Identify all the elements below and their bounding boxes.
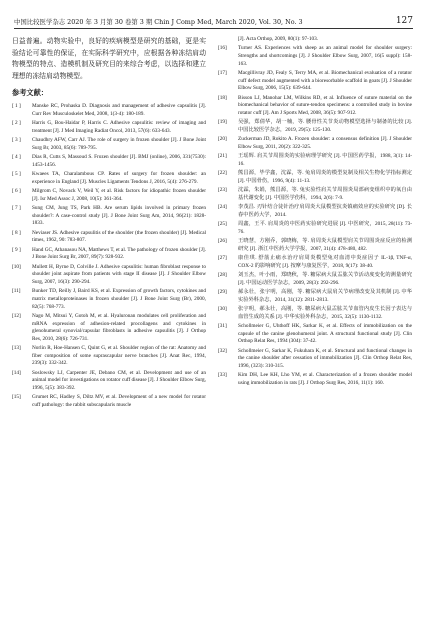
reference-number: [31]	[218, 322, 227, 329]
page-number: 127	[395, 16, 413, 26]
reference-number: [ 6 ]	[12, 188, 21, 195]
reference-item	[12, 188, 206, 203]
reference-item	[12, 394, 206, 409]
reference-number: [33]	[218, 372, 227, 379]
reference-item	[218, 119, 412, 134]
reference-item	[218, 45, 412, 68]
reference-number: [ 2 ]	[12, 120, 21, 127]
right-column	[218, 36, 412, 389]
reference-text: Schollmeier G, Sarkar K, Fukuhara K, et al. Structural and functional changes in the canine shoulder after cessation of immobilization [J]. Clin Orthop Relat Res, 1996, (323): 310-315.	[238, 347, 412, 369]
reference-number: [10]	[12, 263, 21, 270]
reference-item	[12, 345, 206, 368]
reference-item	[218, 238, 412, 253]
reference-number: [20]	[218, 136, 227, 143]
reference-text: Manske RC, Prohaska D. Diagnosis and management of adhesive capsulitis [J]. Curr Rev Musculoskelet Med, 2008, 1(3-4): 180-189.	[32, 103, 206, 117]
reference-text: Bisson LJ, Manohar LM, Wilkins RD, et al. Influence of suture material on the biomechanical behavior of suture-tendon specimens: a controlled study in bovine rotator cuff [J]. Am J Sports Med, 2008, 36(5): 907-912.	[238, 94, 412, 116]
reference-item	[12, 247, 206, 262]
reference-text: Nago M, Mitsui Y, Gotoh M, et al. Hyaluronan modulates cell proliferation and mRNA expression of adhesion-related procollagens and cytokines in glenohumeral synovial/capsular fibroblasts in adhesive capsulitis [J]. J Orthop Res, 2010, 28(6): 726-731.	[32, 312, 206, 342]
reference-item	[218, 221, 412, 236]
reference-number: [21]	[218, 153, 227, 160]
reference-text: 康佳琪. 舒筋止痛水治疗肩周炎模型兔对血清中炎症因子 IL-1β, TNF-α, COX-2 的影响研究 [J]. 按摩与康复医学，2018, 9(17): 38-40.	[238, 255, 412, 269]
reference-item	[12, 370, 206, 393]
reference-text: 郝永壮，张宇明，高刚，等. 糖尿病大鼠肩关节病理改变及其机制 [J]. 中华实验外科杂志，2014, 31(12): 2811-2813.	[238, 288, 412, 303]
reference-text: Bunker TD, Reilly J, Baird KS, et al. Expression of growth factors, cytokines and matrix metalloproteinases in frozen shoulder [J]. J Bone Joint Surg (Br), 2000, 82(5): 768-773.	[32, 288, 206, 310]
reference-item	[12, 288, 206, 311]
reference-number: [ 1 ]	[12, 103, 21, 110]
reference-number: [28]	[218, 271, 227, 278]
reference-text: Macgillivray JD, Fealy S, Terry MA, et al. Biomechanical evaluation of a rotator cuff defect model augmented with a bioresorbable scaffold in goats [J]. J Shoulder Elbow Surg, 2006, 15(5): 639-644.	[238, 69, 412, 92]
reference-text: 吴强，郑倩华，胡一楠，等. 腰骨性关节炎动物模型选择与制备的比较 [J]. 中国比较医学杂志，2019, 29(5): 125-130.	[238, 119, 412, 133]
reference-item	[12, 264, 206, 287]
reference-item	[218, 272, 412, 287]
reference-item	[12, 313, 206, 343]
reference-number: [25]	[218, 221, 227, 228]
reference-item	[218, 306, 412, 321]
running-header	[14, 12, 413, 26]
reference-number: [17]	[218, 69, 227, 76]
reference-text: 王晓慧，方刚乔，郭晓梅，等. 肩周炎大鼠模型肩关节周围炎症反应的检测研究 [J]. 浙江中医药大学学报，2007, 31(4): 478-480, 482.	[238, 238, 412, 252]
reference-item	[218, 187, 412, 202]
reference-number: [ 7 ]	[12, 205, 21, 212]
reference-text: Norlin R, Hoe-Hansen C, Quint G, et al. Shoulder region of the rat: Anatomy and fiber composition of some suprascapular nerve branches [J]. Anat Rec, 1994, 239(3): 332-342.	[32, 345, 206, 367]
reference-item	[218, 95, 412, 118]
references-list-left	[12, 103, 206, 409]
reference-item	[218, 289, 412, 304]
reference-number: [24]	[218, 204, 227, 211]
intro-paragraph: 日益普遍。动物实验中，良好的疾病模型是研究的基础，更是实验结论可靠性的保证，在实际科学研究中，应根据各种冻结肩动物模型的特点、造模机制及研究目的来综合考虑，以选择和建立理想的冻结肩动物模型。	[12, 37, 206, 80]
reference-text: Turner AS. Experiences with sheep as an animal model for shoulder surgery: Strengths and shortcomings [J]. J Shoulder Elbow Surg, 2007, 16(5 suppl): 158-163.	[238, 45, 412, 67]
reference-item	[12, 120, 206, 135]
reference-text: Milgrom C, Novack V, Weil Y, et al. Risk factors for idiopathic frozen shoulder [J]. Isr Med Assoc J, 2008, 10(5): 361-364.	[32, 188, 206, 202]
header-rule	[14, 28, 413, 29]
reference-number: [13]	[12, 345, 21, 352]
reference-item	[12, 154, 206, 169]
reference-text: Mullett H, Byrne D, Colville J. Adhesive capsulitis: human fibroblast response to shoulder joint aspirate from patients with stage II disease [J]. J Shoulder Elbow Surg, 2007, 16(3): 290-294.	[32, 263, 206, 286]
reference-text: Schollmeier G, Uhthoff HK, Sarkar K, et al. Effects of immobilization on the capsule of the canine glenohumeral joint. A structural functional study [J]. Clin Orthop Relat Res, 1994 (304): 37-42.	[238, 322, 412, 345]
reference-number: [19]	[218, 119, 227, 126]
reference-number: [32]	[218, 347, 227, 354]
reference-item	[218, 36, 412, 44]
left-column	[12, 36, 206, 411]
reference-number: [22]	[218, 170, 227, 177]
references-list-right	[218, 36, 412, 387]
reference-item	[218, 255, 412, 270]
reference-text: Soslowsky LJ, Carpenter JE, Debano CM, et al. Development and use of an animal model for investigations on rotator cuff disease [J]. J Shoulder Elbow Surg, 1996, 5(5): 383-392.	[32, 369, 206, 391]
reference-number: [16]	[218, 45, 227, 52]
reference-number: [15]	[12, 394, 21, 401]
reference-number: [ 9 ]	[12, 246, 21, 253]
reference-item	[218, 70, 412, 93]
reference-item	[12, 205, 206, 228]
reference-text: 沈霖，朱娟，熊昌源，等. 兔实验性肩关节周围炎局部病变组织中的氧自由基代谢变化 [J]. 中国医学伤科，1994, 2(6): 7-9.	[238, 187, 412, 201]
reference-number: [18]	[218, 94, 227, 101]
reference-item	[12, 103, 206, 118]
reference-text: 刘玉杰，叶小雨，郑晓秋，等. 糖尿病大鼠盂肱关节活动度变化的测量研究 [J]. 中国运动医学杂志，2009, 28(3): 292-296.	[238, 271, 412, 286]
reference-number: [ 4 ]	[12, 154, 21, 161]
reference-text: Sung CM, Jung TS, Park HB. Are serum lipids involved in primary frozen shoulder?: A case-control study [J]. J Bone Joint Surg Am, 2014, 96(21): 1828-1833.	[32, 205, 206, 227]
reference-item	[218, 348, 412, 371]
reference-number: [30]	[218, 305, 227, 312]
reference-number: [23]	[218, 187, 227, 194]
reference-text: Dias R, Cutts S, Massoud S. Frozen shoulder [J]. BMJ (online), 2006, 331(7530): 1453-1456.	[32, 154, 206, 168]
reference-number: [14]	[12, 369, 21, 376]
reference-text: Grumet RC, Hadley S, Diltz MV, et al. Development of a new model for rotator cuff pathology: the rabbit subscapularis muscle	[32, 394, 206, 408]
reference-number: [ 3 ]	[12, 137, 21, 144]
reference-item	[12, 230, 206, 245]
reference-text: Kwaees TA, Charalambous CP. Rates of surgery for frozen shoulder: an experience in England [J]. Muscles Ligaments Tendons J, 2016, 5(4): 276-279.	[32, 171, 206, 185]
reference-item	[12, 171, 206, 186]
reference-text: Hand GC, Athanasou NA, Matthews T, et al. The pathology of frozen shoulder [J]. J Bone Joint Surg Br, 2007, 89(7): 928-932.	[32, 246, 206, 261]
reference-item	[12, 137, 206, 152]
reference-number: [27]	[218, 255, 227, 261]
reference-text: Kim DH, Lee KH, Lho YM, et al. Characterization of a frozen shoulder model using immobilization in rats [J]. J Orthop Surg Res, 2016, 11(1): 160.	[238, 372, 412, 386]
reference-text: Zuckerman JD, Rokito A. Frozen shoulder: a consensus definition [J]. J Shoulder Elbow Surg, 2011, 20(2): 322-325.	[238, 136, 412, 150]
journal-header-text: 中国比较医学杂志 2020 年 3 月第 30 卷第 3 期 Chin J Comp Med, March 2020, Vol. 30, No. 3	[14, 18, 303, 26]
reference-number: [ 5 ]	[12, 171, 21, 178]
reference-text: 周鑫，王平. 肩周炎的中医药实验研究进展 [J]. 中医研究，2015, 28(11): 73-76.	[238, 221, 412, 235]
reference-text: [J]. Acta Orthop, 2009, 80(1): 97-103.	[238, 36, 319, 42]
reference-text: Neviaser JS. Adhesive capsulitis of the shoulder (the frozen shoulder) [J]. Medical times, 1962, 90: 783-807.	[32, 229, 206, 244]
reference-item	[218, 204, 412, 219]
reference-item	[218, 170, 412, 185]
reference-item	[218, 323, 412, 346]
reference-item	[218, 153, 412, 168]
reference-text: Harris G, Bou-Haidar P, Harris C. Adhesive capsulitis: review of imaging and treatment [J]. J Med Imaging Radiat Oncol, 2013, 57(6): 633-643.	[32, 120, 206, 134]
reference-item	[218, 372, 412, 387]
reference-number	[218, 36, 238, 44]
reference-number: [ 8 ]	[12, 229, 21, 236]
reference-item	[218, 136, 412, 151]
reference-number: [11]	[12, 288, 21, 295]
reference-text: 熊昌源，毕学鑫，沈霖，等. 兔肩周炎的模型复制及相关生物化学指标测定 [J]. 中国骨伤，1996, 9(4): 11-13.	[238, 170, 412, 184]
reference-number: [12]	[12, 312, 21, 319]
references-heading: 参考文献：	[12, 88, 48, 98]
reference-text: 李茂昌. 刃针结合徒针治疗肩周炎大鼠模型抗炎镇痛效应的实验研究 [D]. 长春中医药大学，2014.	[238, 204, 412, 218]
reference-text: 王瑶辉. 肩关节周围炎的实验病理学研究 [J]. 中国医药学报，1988, 3(1): 14-16.	[238, 153, 412, 167]
reference-text: 张宇明，郝永壮，高刚，等. 糖尿病大鼠盂肱关节血管内皮生长因子表达与血管生成的关系 [J]. 中华实验外科杂志，2015, 32(5): 1130-1132.	[238, 305, 412, 320]
reference-number: [29]	[218, 288, 227, 295]
reference-number: [26]	[218, 238, 227, 245]
reference-text: Chaudhry AFW, Carr AJ. The role of surgery in frozen shoulder [J]. J Bone Joint Surg Br, 2003, 85(6): 789-795.	[32, 137, 206, 151]
